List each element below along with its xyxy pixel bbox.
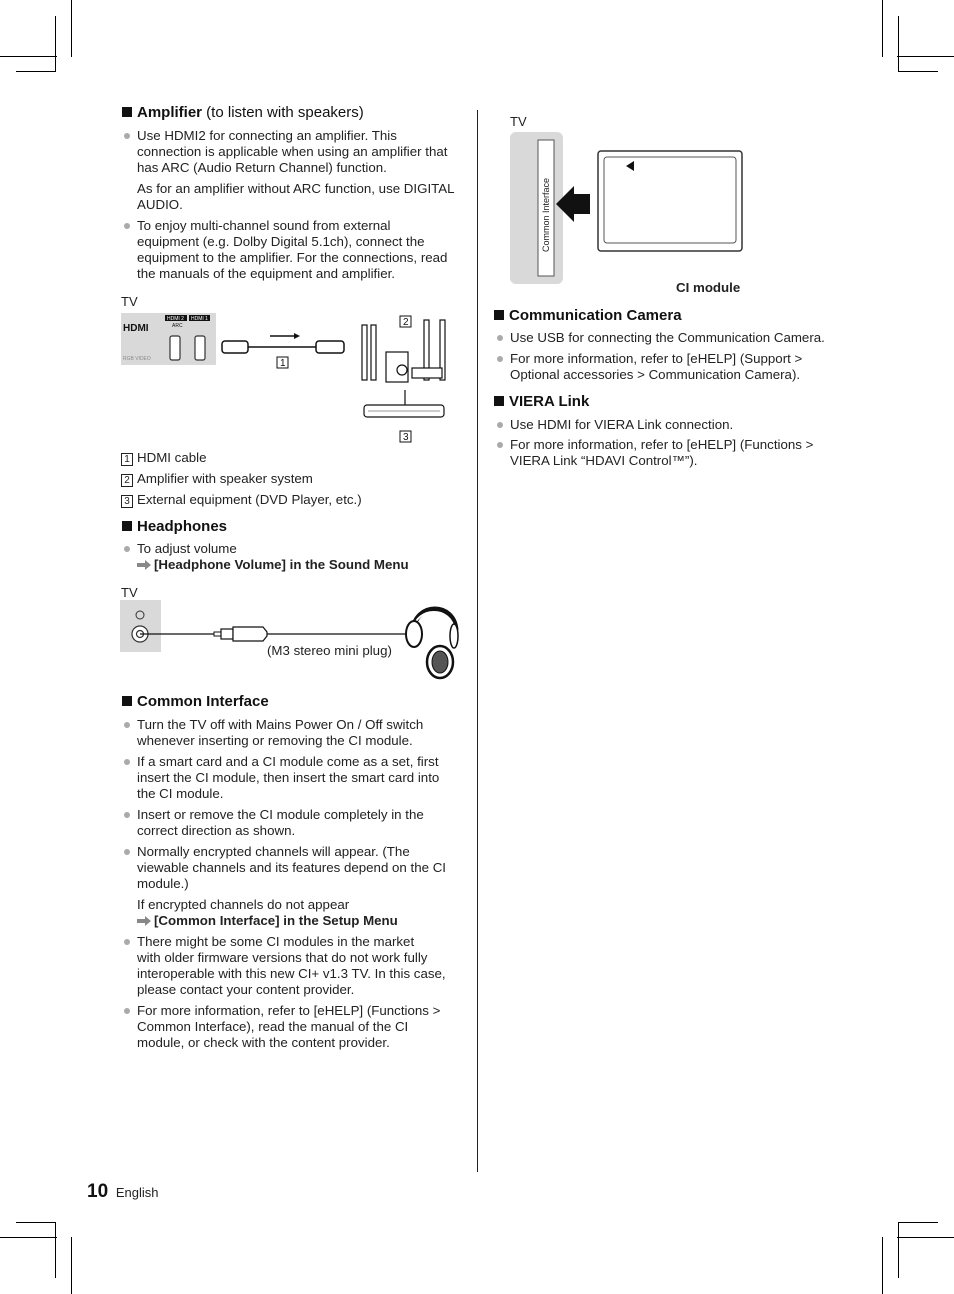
ci-bullet-5: There might be some CI modules in the market with older firmware versions that do not work fully interoperable with this new CI+ v1.3 TV. In this case, please contact your content provider. <box>137 934 446 998</box>
bullet-dot-icon <box>497 335 503 341</box>
bullet-dot-icon <box>124 133 130 139</box>
square-bullet-icon <box>494 396 504 406</box>
arc-label: ARC <box>172 323 183 329</box>
amplifier-connection-diagram <box>118 310 448 450</box>
square-bullet-icon <box>122 521 132 531</box>
ci-note: If encrypted channels do not appear [Common Interface] in the Setup Menu <box>137 897 398 928</box>
hdmi-logo: HDMI <box>123 323 149 334</box>
column-divider <box>477 110 478 1172</box>
menu-arrow-icon <box>137 560 151 570</box>
amplifier-bullet-2: To enjoy multi-channel sound from external equipment (e.g. Dolby Digital 5.1ch), connect the equipment to the amplifier. For the connections, read the manuals of the equipment and amplifier. <box>137 218 447 282</box>
amplifier-bullet-1: Use HDMI2 for connecting an amplifier. This connection is applicable when using an amplifier that has ARC (Audio Return Channel) function. <box>137 128 447 176</box>
bullet-dot-icon <box>497 442 503 448</box>
legend-item: 2 Amplifier with speaker system <box>121 471 362 492</box>
hdmi2-port-label: HDMI 2 <box>167 316 184 322</box>
page-number: 10 <box>87 1181 109 1202</box>
ci-bullet-4: Normally encrypted channels will appear. (The viewable channels and its features depend on the CI module.) <box>137 844 446 892</box>
speaker-left <box>362 325 367 380</box>
crop-mark <box>898 71 938 72</box>
hdmi2-port <box>170 336 180 360</box>
ci-module-face <box>604 157 736 243</box>
bullet-dot-icon <box>124 759 130 765</box>
hdmi1-port <box>195 336 205 360</box>
plug-body <box>233 627 267 641</box>
crop-mark <box>897 1237 954 1238</box>
ci-module-caption: CI module <box>676 280 741 295</box>
bullet-dot-icon <box>124 223 130 229</box>
bullet-dot-icon <box>124 849 130 855</box>
speaker-left-2 <box>371 325 376 380</box>
bullet-dot-icon <box>124 812 130 818</box>
square-bullet-icon <box>122 696 132 706</box>
crop-mark <box>16 71 56 72</box>
communication-camera-title: Communication Camera <box>494 308 682 324</box>
panel-caption: RGB VIDEO <box>123 356 151 362</box>
headphones-title: Headphones <box>122 519 227 535</box>
square-bullet-icon <box>122 107 132 117</box>
ci-module-diagram <box>508 130 748 288</box>
common-interface-title: Common Interface <box>122 694 269 710</box>
headphones-tv-label: TV <box>121 585 138 600</box>
bullet-dot-icon <box>124 722 130 728</box>
crop-mark <box>898 1222 938 1223</box>
camera-bullet-2: For more information, refer to [eHELP] (Support > Optional accessories > Communication Camera). <box>510 351 802 383</box>
amplifier-unit <box>412 368 442 378</box>
ci-menu-ref: [Common Interface] in the Setup Menu <box>137 913 398 929</box>
legend-item: 1 HDMI cable <box>121 450 362 471</box>
headphones-bullet-1: To adjust volume [Headphone Volume] in the Sound Menu <box>137 541 409 573</box>
bullet-dot-icon <box>497 422 503 428</box>
hdmi-plug-left <box>222 341 248 353</box>
tv-ci-panel <box>510 132 563 284</box>
crop-mark <box>16 1222 56 1223</box>
plug-caption: (M3 stereo mini plug) <box>267 643 392 658</box>
crop-mark <box>71 0 72 57</box>
crop-mark <box>0 56 57 57</box>
viera-bullet-1: Use HDMI for VIERA Link connection. <box>510 417 733 433</box>
camera-bullet-1: Use USB for connecting the Communication Camera. <box>510 330 825 346</box>
ci-tv-label: TV <box>510 114 527 129</box>
subwoofer-cone <box>397 365 407 375</box>
amplifier-title: Amplifier (to listen with speakers) <box>122 105 364 121</box>
direction-arrow-head-icon <box>294 333 300 339</box>
square-bullet-icon <box>494 310 504 320</box>
crop-mark <box>71 1237 72 1294</box>
ci-bullet-6: For more information, refer to [eHELP] (Functions > Common Interface), read the manual of the CI module, or check with the content provider. <box>137 1003 440 1051</box>
viera-bullet-2: For more information, refer to [eHELP] (Functions > VIERA Link “HDAVI Control™”). <box>510 437 813 469</box>
plug-tip <box>214 632 221 636</box>
headphone-cup-left <box>406 621 422 647</box>
bullet-dot-icon <box>497 356 503 362</box>
crop-mark <box>55 1222 56 1278</box>
crop-mark <box>882 0 883 57</box>
amplifier-legend <box>121 450 362 513</box>
amplifier-tv-label: TV <box>121 294 138 309</box>
amplifier-note: As for an amplifier without ARC function, use DIGITAL AUDIO. <box>137 181 455 212</box>
menu-arrow-icon <box>137 916 151 926</box>
crop-mark <box>55 16 56 72</box>
ci-bullet-1: Turn the TV off with Mains Power On / Off switch whenever inserting or removing the CI module. <box>137 717 423 749</box>
bullet-dot-icon <box>124 1008 130 1014</box>
headphone-cup-far <box>450 624 458 648</box>
ci-slot-label: Common Interface <box>541 177 551 252</box>
crop-mark <box>898 1222 899 1278</box>
viera-link-title: VIERA Link <box>494 394 589 410</box>
ci-bullet-3: Insert or remove the CI module completely in the correct direction as shown. <box>137 807 424 839</box>
svg-text:3: 3 <box>403 432 409 443</box>
legend-item: 3 External equipment (DVD Player, etc.) <box>121 492 362 513</box>
bullet-dot-icon <box>124 939 130 945</box>
crop-mark <box>0 1237 57 1238</box>
hdmi-plug-right <box>316 341 344 353</box>
plug-ring <box>221 629 233 639</box>
page-footer <box>87 1181 159 1202</box>
headphone-cup-right-inner <box>432 651 448 673</box>
svg-text:2: 2 <box>403 317 409 328</box>
hdmi1-port-label: HDMI 1 <box>191 316 208 322</box>
svg-text:1: 1 <box>280 358 286 369</box>
bullet-dot-icon <box>124 546 130 552</box>
crop-mark <box>898 16 899 72</box>
crop-mark <box>897 56 954 57</box>
headphones-diagram <box>118 600 460 682</box>
footer-language: English <box>115 1185 159 1200</box>
ci-bullet-2: If a smart card and a CI module come as a set, first insert the CI module, then insert the smart card into the CI module. <box>137 754 439 802</box>
headphones-menu-ref: [Headphone Volume] in the Sound Menu <box>137 557 409 573</box>
crop-mark <box>882 1237 883 1294</box>
